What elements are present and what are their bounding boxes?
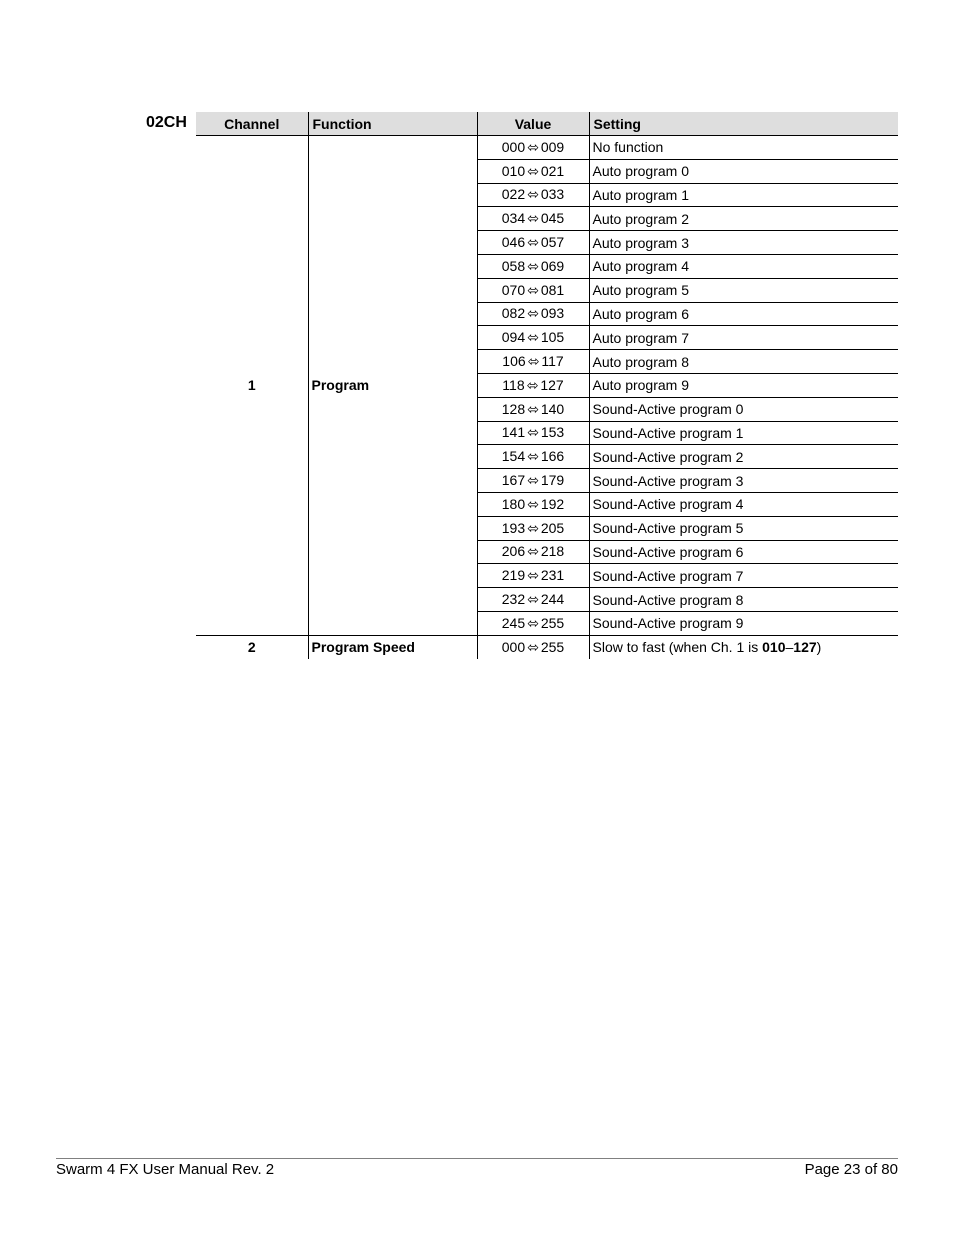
range-start: 058 <box>501 257 526 274</box>
dmx-value-range <box>477 207 589 231</box>
footer-manual-title: Swarm 4 FX User Manual Rev. 2 <box>56 1161 275 1178</box>
range-arrow-icon: ⬄ <box>527 567 539 584</box>
table-header-row <box>196 112 898 136</box>
range-start: 034 <box>501 210 526 227</box>
range-end: 218 <box>540 543 565 560</box>
range-end: 153 <box>540 424 565 441</box>
range-start: 094 <box>501 329 526 346</box>
range-end: 009 <box>540 138 565 155</box>
range-end: 179 <box>540 472 565 489</box>
range-start: 206 <box>501 543 526 560</box>
range-end: 244 <box>540 591 565 608</box>
range-start: 193 <box>501 519 526 536</box>
dmx-value-range <box>477 516 589 540</box>
dmx-value-range <box>477 397 589 421</box>
range-end: 033 <box>540 186 565 203</box>
setting-description: No function <box>589 136 898 160</box>
dmx-value-range <box>477 350 589 374</box>
setting-description: Sound-Active program 6 <box>589 540 898 564</box>
table-body <box>196 136 898 659</box>
setting-text: Slow to fast (when Ch. 1 is <box>592 639 763 656</box>
range-arrow-icon: ⬄ <box>527 614 539 631</box>
range-arrow-icon: ⬄ <box>527 234 539 251</box>
table-row <box>196 635 898 658</box>
range-end: 255 <box>540 638 565 655</box>
range-arrow-icon: ⬄ <box>527 424 539 441</box>
range-arrow-icon: ⬄ <box>527 257 539 274</box>
mode-label: 02CH <box>146 114 187 131</box>
dmx-value-range <box>477 231 589 255</box>
setting-description: Auto program 4 <box>589 254 898 278</box>
range-end: 093 <box>540 305 565 322</box>
setting-text: – <box>785 639 794 656</box>
setting-description: Sound-Active program 3 <box>589 469 898 493</box>
range-arrow-icon: ⬄ <box>527 281 539 298</box>
range-start: 245 <box>501 614 526 631</box>
range-start: 219 <box>501 567 526 584</box>
dmx-value-range <box>477 564 589 588</box>
footer-page-number: Page 23 of 80 <box>804 1161 898 1178</box>
range-arrow-icon: ⬄ <box>527 353 540 370</box>
header-setting: Setting <box>589 112 898 136</box>
range-arrow-icon: ⬄ <box>527 448 539 465</box>
range-end: 021 <box>540 162 565 179</box>
channel-number: 1 <box>196 136 308 636</box>
dmx-value-range <box>477 588 589 612</box>
dmx-value-range <box>477 611 589 635</box>
setting-bold-value: 127 <box>793 639 817 656</box>
range-arrow-icon: ⬄ <box>527 329 539 346</box>
setting-text: ) <box>816 639 822 656</box>
dmx-channel-table <box>196 112 898 659</box>
range-arrow-icon: ⬄ <box>527 162 539 179</box>
dmx-value-range <box>477 326 589 350</box>
setting-description: Auto program 3 <box>589 231 898 255</box>
range-start: 070 <box>501 281 526 298</box>
channel-number: 2 <box>247 639 256 656</box>
channel-function: Program Speed <box>308 635 477 658</box>
range-end: 105 <box>540 329 565 346</box>
range-end: 069 <box>540 257 565 274</box>
range-start: 000 <box>501 138 526 155</box>
setting-description: Sound-Active program 8 <box>589 588 898 612</box>
setting-description: Auto program 2 <box>589 207 898 231</box>
range-arrow-icon: ⬄ <box>527 210 539 227</box>
header-channel: Channel <box>196 112 308 136</box>
setting-description: Sound-Active program 5 <box>589 516 898 540</box>
range-start: 167 <box>501 472 526 489</box>
dmx-value-range <box>477 136 589 160</box>
range-end: 205 <box>540 519 565 536</box>
setting-description: Auto program 7 <box>589 326 898 350</box>
dmx-value-range <box>477 183 589 207</box>
setting-description: Sound-Active program 1 <box>589 421 898 445</box>
setting-description: Auto program 1 <box>589 183 898 207</box>
range-arrow-icon: ⬄ <box>527 519 539 536</box>
setting-bold-value: 010 <box>762 639 786 656</box>
setting-description: Auto program 8 <box>589 350 898 374</box>
range-end: 057 <box>540 234 565 251</box>
footer-divider <box>56 1158 898 1159</box>
setting-description: Sound-Active program 0 <box>589 397 898 421</box>
range-end: 140 <box>540 400 565 417</box>
dmx-value-range <box>477 278 589 302</box>
range-start: 180 <box>501 495 526 512</box>
channel-function: Program <box>308 136 477 636</box>
header-function: Function <box>308 112 477 136</box>
dmx-value-range <box>477 373 589 397</box>
setting-description <box>589 635 898 658</box>
range-end: 192 <box>540 495 565 512</box>
range-arrow-icon: ⬄ <box>527 591 539 608</box>
dmx-value-range <box>477 492 589 516</box>
range-start: 106 <box>502 353 526 370</box>
range-end: 231 <box>540 567 565 584</box>
setting-description: Sound-Active program 2 <box>589 445 898 469</box>
range-arrow-icon: ⬄ <box>527 495 539 512</box>
range-arrow-icon: ⬄ <box>527 543 539 560</box>
setting-description: Auto program 5 <box>589 278 898 302</box>
setting-description: Sound-Active program 4 <box>589 492 898 516</box>
dmx-value-range <box>477 445 589 469</box>
range-end: 081 <box>540 281 565 298</box>
range-start: 141 <box>501 424 526 441</box>
setting-description: Auto program 6 <box>589 302 898 326</box>
range-start: 154 <box>501 448 526 465</box>
range-end: 045 <box>540 210 565 227</box>
range-end: 166 <box>540 448 565 465</box>
range-start: 118 <box>502 376 525 393</box>
dmx-value-range <box>477 635 589 658</box>
range-arrow-icon: ⬄ <box>527 472 539 489</box>
range-end: 117 <box>541 353 564 370</box>
dmx-value-range <box>477 302 589 326</box>
range-arrow-icon: ⬄ <box>527 186 539 203</box>
setting-description: Sound-Active program 7 <box>589 564 898 588</box>
range-start: 046 <box>501 234 526 251</box>
dmx-value-range <box>477 540 589 564</box>
setting-description: Auto program 9 <box>589 373 898 397</box>
range-arrow-icon: ⬄ <box>527 305 539 322</box>
dmx-value-range <box>477 421 589 445</box>
range-start: 000 <box>501 638 526 655</box>
header-value: Value <box>477 112 589 136</box>
range-start: 022 <box>501 186 526 203</box>
range-start: 010 <box>501 162 526 179</box>
range-arrow-icon: ⬄ <box>527 400 539 417</box>
range-end: 255 <box>540 614 565 631</box>
dmx-value-range <box>477 469 589 493</box>
dmx-value-range <box>477 254 589 278</box>
dmx-value-range <box>477 159 589 183</box>
range-arrow-icon: ⬄ <box>526 376 539 393</box>
setting-description: Sound-Active program 9 <box>589 611 898 635</box>
range-start: 128 <box>501 400 526 417</box>
range-start: 082 <box>501 305 526 322</box>
range-end: 127 <box>540 376 564 393</box>
range-arrow-icon: ⬄ <box>527 138 539 155</box>
range-start: 232 <box>501 591 526 608</box>
setting-description: Auto program 0 <box>589 159 898 183</box>
range-arrow-icon: ⬄ <box>527 638 539 655</box>
table-row <box>196 136 898 160</box>
